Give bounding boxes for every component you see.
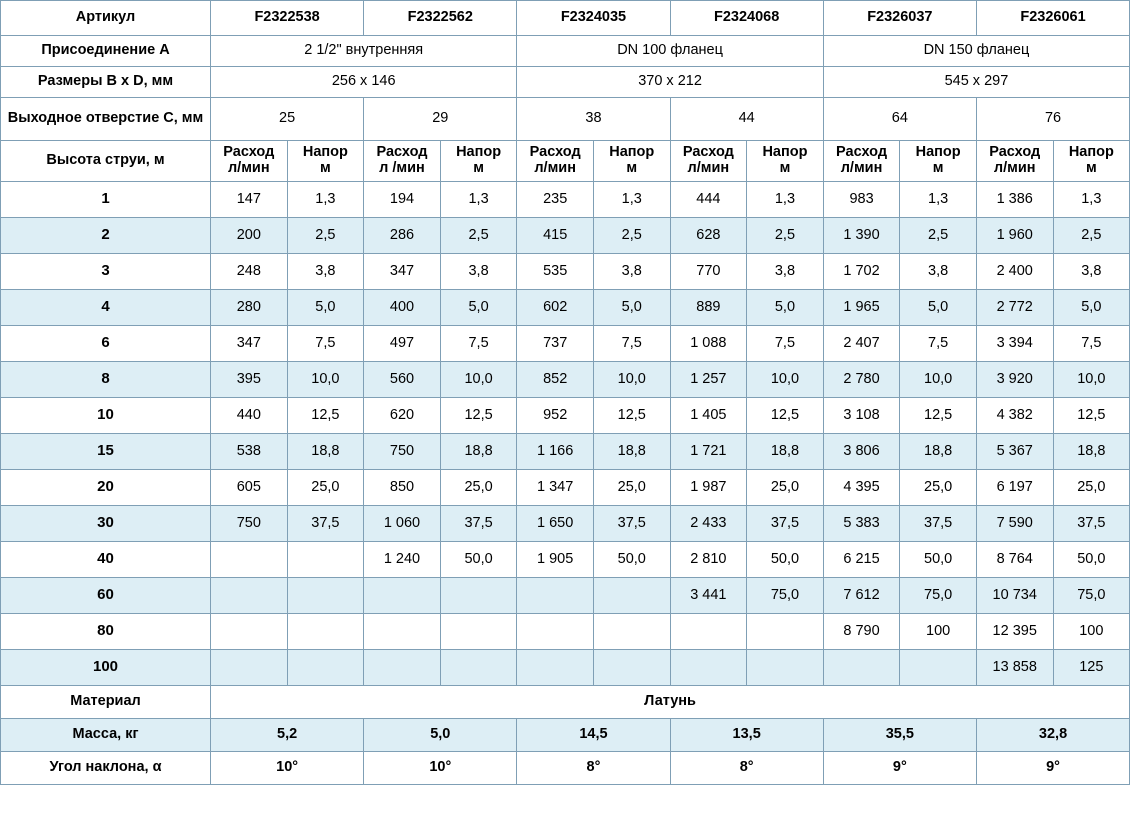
cell-value: 10,0 [900, 362, 977, 398]
mass-value-5: 35,5 [823, 719, 976, 752]
jet-height-value: 20 [1, 470, 211, 506]
table-row-article [1, 1, 1130, 36]
cell-value: 535 [517, 254, 594, 290]
angle-value-2: 10° [364, 752, 517, 785]
jet-height-value: 8 [1, 362, 211, 398]
cell-value: 2 407 [823, 326, 900, 362]
cell-value: 25,0 [593, 470, 670, 506]
cell-value [211, 650, 288, 686]
cell-value: 3 108 [823, 398, 900, 434]
table-row [1, 470, 1130, 506]
cell-value: 852 [517, 362, 594, 398]
row-label-angle: Угол наклона, α [1, 752, 211, 785]
jet-height-value: 4 [1, 290, 211, 326]
connection-value-3: DN 150 фланец [823, 36, 1129, 67]
cell-value [670, 650, 747, 686]
table-row [1, 614, 1130, 650]
table-row-subheader [1, 141, 1130, 182]
cell-value: 1 405 [670, 398, 747, 434]
dimensions-value-3: 545 x 297 [823, 67, 1129, 98]
head-label-line2: м [320, 160, 331, 176]
cell-value [670, 614, 747, 650]
cell-value: 25,0 [440, 470, 517, 506]
flow-label-line2: л/мин [227, 160, 270, 176]
cell-value: 3 920 [976, 362, 1053, 398]
cell-value: 50,0 [900, 542, 977, 578]
cell-value: 18,8 [1053, 434, 1130, 470]
cell-value: 1 960 [976, 218, 1053, 254]
cell-value [364, 614, 441, 650]
cell-value: 2 780 [823, 362, 900, 398]
cell-value: 12,5 [287, 398, 364, 434]
column-header-flow-5 [823, 141, 900, 182]
cell-value: 13 858 [976, 650, 1053, 686]
row-label-connection: Присоединение A [1, 36, 211, 67]
outlet-value-6: 76 [976, 98, 1129, 141]
cell-value: 5 383 [823, 506, 900, 542]
cell-value: 25,0 [747, 470, 824, 506]
cell-value: 1,3 [440, 182, 517, 218]
cell-value: 347 [364, 254, 441, 290]
cell-value: 1 060 [364, 506, 441, 542]
row-label-outlet: Выходное отверстие C, мм [1, 98, 211, 141]
table-row [1, 650, 1130, 686]
cell-value: 100 [900, 614, 977, 650]
cell-value: 5 367 [976, 434, 1053, 470]
cell-value: 3,8 [593, 254, 670, 290]
cell-value: 1 390 [823, 218, 900, 254]
cell-value [287, 542, 364, 578]
cell-value: 2,5 [593, 218, 670, 254]
cell-value: 6 197 [976, 470, 1053, 506]
head-label-line1: Напор [1068, 144, 1114, 161]
cell-value: 5,0 [900, 290, 977, 326]
cell-value: 25,0 [1053, 470, 1130, 506]
cell-value: 3,8 [1053, 254, 1130, 290]
cell-value [287, 650, 364, 686]
cell-value: 1 240 [364, 542, 441, 578]
head-label-line1: Напор [762, 144, 808, 161]
cell-value: 37,5 [900, 506, 977, 542]
cell-value: 7,5 [747, 326, 824, 362]
connection-value-2: DN 100 фланец [517, 36, 823, 67]
cell-value [287, 614, 364, 650]
table-row [1, 506, 1130, 542]
outlet-value-3: 38 [517, 98, 670, 141]
cell-value: 125 [1053, 650, 1130, 686]
cell-value: 1 257 [670, 362, 747, 398]
article-code-3: F2324035 [517, 1, 670, 36]
flow-label-line2: л/мин [687, 160, 730, 176]
cell-value: 194 [364, 182, 441, 218]
row-label-jet-height: Высота струи, м [1, 141, 211, 182]
cell-value [440, 578, 517, 614]
table-row-angle [1, 752, 1130, 785]
outlet-value-2: 29 [364, 98, 517, 141]
cell-value: 3 806 [823, 434, 900, 470]
cell-value [517, 650, 594, 686]
flow-label-line1: Расход [376, 144, 428, 161]
row-label-dimensions: Размеры B x D, мм [1, 67, 211, 98]
cell-value: 3 441 [670, 578, 747, 614]
connection-value-1: 2 1/2" внутренняя [211, 36, 517, 67]
cell-value [364, 650, 441, 686]
table-row [1, 542, 1130, 578]
cell-value: 415 [517, 218, 594, 254]
flow-label-line2: л/мин [534, 160, 576, 176]
cell-value: 18,8 [593, 434, 670, 470]
column-header-head-2 [440, 141, 517, 182]
flow-label-line1: Расход [223, 144, 275, 161]
cell-value: 8 764 [976, 542, 1053, 578]
table-row [1, 398, 1130, 434]
head-label-line2: м [626, 160, 638, 176]
cell-value [593, 614, 670, 650]
angle-value-4: 8° [670, 752, 823, 785]
cell-value: 1,3 [1053, 182, 1130, 218]
table-row [1, 434, 1130, 470]
cell-value: 1,3 [900, 182, 977, 218]
cell-value: 10,0 [747, 362, 824, 398]
table-row [1, 218, 1130, 254]
cell-value: 147 [211, 182, 288, 218]
cell-value [593, 650, 670, 686]
jet-height-value: 100 [1, 650, 211, 686]
outlet-value-5: 64 [823, 98, 976, 141]
flow-label-line1: Расход [682, 144, 734, 161]
cell-value: 200 [211, 218, 288, 254]
mass-value-6: 32,8 [976, 719, 1129, 752]
mass-value-1: 5,2 [211, 719, 364, 752]
cell-value: 286 [364, 218, 441, 254]
row-label-material: Материал [1, 686, 211, 719]
cell-value: 620 [364, 398, 441, 434]
column-header-flow-4 [670, 141, 747, 182]
cell-value: 7,5 [440, 326, 517, 362]
cell-value: 1 650 [517, 506, 594, 542]
cell-value: 37,5 [287, 506, 364, 542]
column-header-head-5 [900, 141, 977, 182]
flow-label-line1: Расход [836, 144, 888, 161]
row-label-article: Артикул [1, 1, 211, 36]
cell-value [900, 650, 977, 686]
cell-value: 280 [211, 290, 288, 326]
column-header-head-6 [1053, 141, 1130, 182]
cell-value: 1 987 [670, 470, 747, 506]
cell-value: 248 [211, 254, 288, 290]
head-label-line2: м [779, 160, 791, 176]
cell-value: 602 [517, 290, 594, 326]
outlet-value-1: 25 [211, 98, 364, 141]
cell-value: 12,5 [900, 398, 977, 434]
cell-value: 12,5 [1053, 398, 1130, 434]
cell-value: 5,0 [440, 290, 517, 326]
cell-value: 737 [517, 326, 594, 362]
cell-value: 560 [364, 362, 441, 398]
cell-value: 440 [211, 398, 288, 434]
head-label-line2: м [1085, 160, 1097, 176]
flow-label-line2: л/мин [840, 160, 883, 176]
cell-value: 18,8 [900, 434, 977, 470]
cell-value [211, 578, 288, 614]
cell-value [747, 650, 824, 686]
cell-value: 75,0 [1053, 578, 1130, 614]
dimensions-value-2: 370 x 212 [517, 67, 823, 98]
cell-value [593, 578, 670, 614]
jet-height-value: 10 [1, 398, 211, 434]
cell-value: 75,0 [747, 578, 824, 614]
cell-value: 12,5 [440, 398, 517, 434]
cell-value [440, 614, 517, 650]
cell-value: 7,5 [900, 326, 977, 362]
cell-value: 347 [211, 326, 288, 362]
cell-value: 1,3 [593, 182, 670, 218]
cell-value: 10 734 [976, 578, 1053, 614]
cell-value [364, 578, 441, 614]
cell-value: 1 905 [517, 542, 594, 578]
mass-value-2: 5,0 [364, 719, 517, 752]
article-code-1: F2322538 [211, 1, 364, 36]
cell-value: 4 395 [823, 470, 900, 506]
table-row [1, 182, 1130, 218]
column-header-head-3 [593, 141, 670, 182]
cell-value: 2,5 [900, 218, 977, 254]
angle-value-5: 9° [823, 752, 976, 785]
outlet-value-4: 44 [670, 98, 823, 141]
cell-value: 1,3 [287, 182, 364, 218]
column-header-head-4 [747, 141, 824, 182]
cell-value: 7 590 [976, 506, 1053, 542]
cell-value: 25,0 [900, 470, 977, 506]
table-row [1, 254, 1130, 290]
cell-value: 983 [823, 182, 900, 218]
column-header-flow-1 [211, 141, 288, 182]
cell-value: 2,5 [287, 218, 364, 254]
flow-label-line2: л /мин [379, 160, 425, 176]
cell-value: 444 [670, 182, 747, 218]
cell-value: 10,0 [287, 362, 364, 398]
cell-value: 7,5 [593, 326, 670, 362]
cell-value: 10,0 [440, 362, 517, 398]
table-row-dimensions [1, 67, 1130, 98]
angle-value-1: 10° [211, 752, 364, 785]
cell-value: 605 [211, 470, 288, 506]
cell-value: 1,3 [747, 182, 824, 218]
jet-height-value: 30 [1, 506, 211, 542]
material-value: Латунь [211, 686, 1130, 719]
flow-label-line2: л/мин [993, 160, 1036, 176]
cell-value [287, 578, 364, 614]
column-header-flow-3 [517, 141, 594, 182]
cell-value: 2 433 [670, 506, 747, 542]
jet-height-value: 3 [1, 254, 211, 290]
table-row-material [1, 686, 1130, 719]
column-header-head-1 [287, 141, 364, 182]
jet-height-value: 60 [1, 578, 211, 614]
cell-value: 889 [670, 290, 747, 326]
cell-value: 1 965 [823, 290, 900, 326]
article-code-2: F2322562 [364, 1, 517, 36]
cell-value: 50,0 [747, 542, 824, 578]
head-label-line2: м [473, 160, 484, 176]
head-label-line1: Напор [609, 144, 655, 161]
cell-value: 770 [670, 254, 747, 290]
head-label-line1: Напор [302, 144, 348, 161]
mass-value-4: 13,5 [670, 719, 823, 752]
cell-value [517, 614, 594, 650]
cell-value: 850 [364, 470, 441, 506]
cell-value: 7 612 [823, 578, 900, 614]
table-row [1, 290, 1130, 326]
cell-value: 12,5 [593, 398, 670, 434]
cell-value: 50,0 [593, 542, 670, 578]
article-code-5: F2326037 [823, 1, 976, 36]
cell-value [823, 650, 900, 686]
article-code-6: F2326061 [976, 1, 1129, 36]
cell-value: 1 721 [670, 434, 747, 470]
cell-value: 1 166 [517, 434, 594, 470]
cell-value: 10,0 [1053, 362, 1130, 398]
column-header-flow-2 [364, 141, 441, 182]
cell-value: 7,5 [287, 326, 364, 362]
cell-value: 1 088 [670, 326, 747, 362]
cell-value: 37,5 [747, 506, 824, 542]
cell-value: 10,0 [593, 362, 670, 398]
cell-value: 395 [211, 362, 288, 398]
jet-height-value: 1 [1, 182, 211, 218]
cell-value: 750 [211, 506, 288, 542]
cell-value: 4 382 [976, 398, 1053, 434]
angle-value-6: 9° [976, 752, 1129, 785]
cell-value: 3,8 [900, 254, 977, 290]
jet-height-value: 2 [1, 218, 211, 254]
cell-value: 538 [211, 434, 288, 470]
cell-value: 6 215 [823, 542, 900, 578]
cell-value: 2 772 [976, 290, 1053, 326]
column-header-flow-6 [976, 141, 1053, 182]
cell-value: 12,5 [747, 398, 824, 434]
head-label-line1: Напор [915, 144, 961, 161]
jet-height-value: 6 [1, 326, 211, 362]
jet-height-value: 80 [1, 614, 211, 650]
cell-value: 3,8 [747, 254, 824, 290]
table-row [1, 578, 1130, 614]
cell-value: 18,8 [287, 434, 364, 470]
cell-value: 37,5 [593, 506, 670, 542]
cell-value: 750 [364, 434, 441, 470]
cell-value: 3,8 [440, 254, 517, 290]
cell-value: 5,0 [593, 290, 670, 326]
cell-value: 2,5 [440, 218, 517, 254]
cell-value: 25,0 [287, 470, 364, 506]
cell-value: 2 400 [976, 254, 1053, 290]
article-code-4: F2324068 [670, 1, 823, 36]
cell-value: 2,5 [747, 218, 824, 254]
cell-value: 1 702 [823, 254, 900, 290]
cell-value: 497 [364, 326, 441, 362]
jet-height-value: 40 [1, 542, 211, 578]
cell-value: 50,0 [440, 542, 517, 578]
table-row [1, 326, 1130, 362]
cell-value: 952 [517, 398, 594, 434]
cell-value: 12 395 [976, 614, 1053, 650]
cell-value [747, 614, 824, 650]
cell-value: 235 [517, 182, 594, 218]
cell-value: 75,0 [900, 578, 977, 614]
cell-value: 1 386 [976, 182, 1053, 218]
cell-value: 50,0 [1053, 542, 1130, 578]
flow-label-line1: Расход [529, 144, 581, 161]
cell-value: 37,5 [440, 506, 517, 542]
cell-value: 8 790 [823, 614, 900, 650]
cell-value: 2 810 [670, 542, 747, 578]
table-row-connection [1, 36, 1130, 67]
cell-value: 3 394 [976, 326, 1053, 362]
cell-value [440, 650, 517, 686]
cell-value: 18,8 [747, 434, 824, 470]
cell-value: 1 347 [517, 470, 594, 506]
cell-value: 628 [670, 218, 747, 254]
cell-value: 37,5 [1053, 506, 1130, 542]
table-row [1, 362, 1130, 398]
mass-value-3: 14,5 [517, 719, 670, 752]
cell-value: 5,0 [287, 290, 364, 326]
head-label-line1: Напор [456, 144, 502, 161]
dimensions-value-1: 256 x 146 [211, 67, 517, 98]
cell-value [211, 614, 288, 650]
cell-value: 3,8 [287, 254, 364, 290]
cell-value: 2,5 [1053, 218, 1130, 254]
cell-value: 5,0 [747, 290, 824, 326]
cell-value: 7,5 [1053, 326, 1130, 362]
row-label-mass: Масса, кг [1, 719, 211, 752]
cell-value: 5,0 [1053, 290, 1130, 326]
cell-value: 400 [364, 290, 441, 326]
angle-value-3: 8° [517, 752, 670, 785]
table-row-outlet [1, 98, 1130, 141]
flow-label-line1: Расход [989, 144, 1041, 161]
cell-value: 100 [1053, 614, 1130, 650]
head-label-line2: м [932, 160, 944, 176]
cell-value: 18,8 [440, 434, 517, 470]
cell-value [517, 578, 594, 614]
jet-height-value: 15 [1, 434, 211, 470]
table-row-mass [1, 719, 1130, 752]
cell-value [211, 542, 288, 578]
